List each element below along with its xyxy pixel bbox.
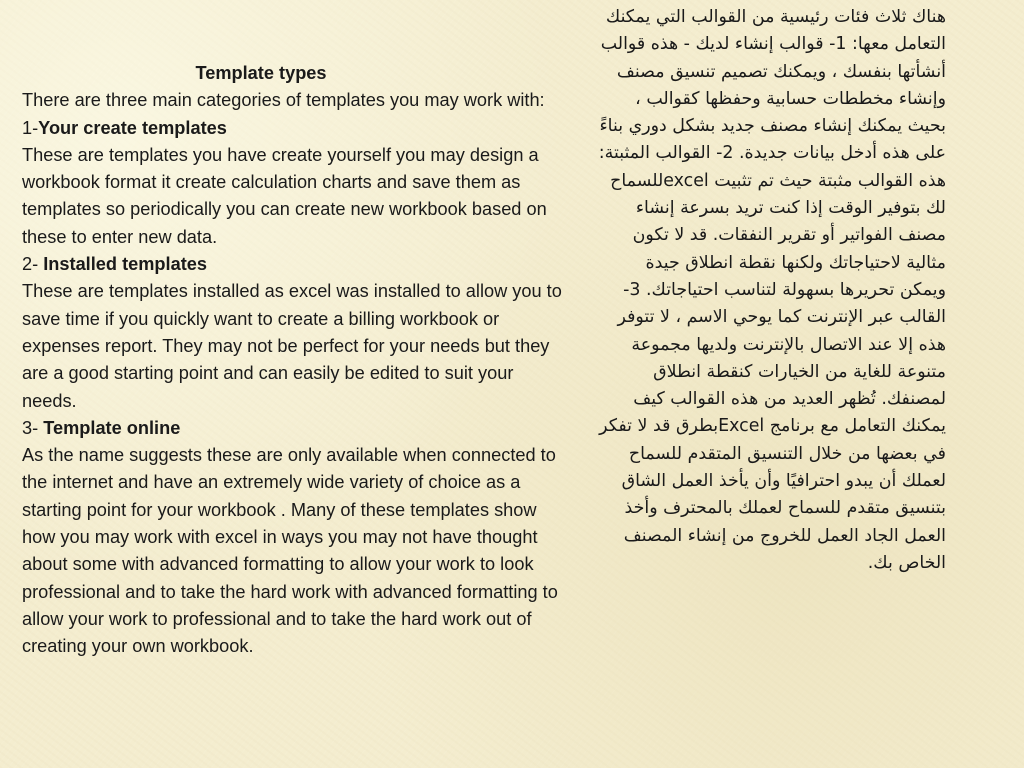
section1-heading: [22, 115, 562, 142]
english-text-block: [22, 60, 562, 661]
section3-body: As the name suggests these are only available when connected to the internet and have an extremely wide variety of choice as a starting point for your workbook . Many of these templates show how you may work with excel in ways you may not have thought about some with advanced formatting to allow your work to look professional and to take the hard work with advanced formatting to allow your work to professional and to take the hard work out of creating your own workbook.: [22, 445, 558, 657]
section1-body: These are templates you have create yourself you may design a workbook format it create calculation charts and save them as templates so periodically you can create new workbook based on these to enter new data.: [22, 144, 547, 247]
section2-number: 2-: [22, 254, 44, 275]
section3-title: Template online: [43, 417, 181, 438]
arabic-paragraph: هناك ثلاث فئات رئيسية من القوالب التي يمكنك التعامل معها: 1- قوالب إنشاء لديك - هذه قوالب أنشأتها بنفسك ، ويمكنك تصميم تنسيق مصنف وإنشاء مخططات حسابية وحفظها كقوالب ، بحيث يمكنك إنشاء مصنف جديد بشكل دوري بناءً على هذه أدخل بيانات جديدة. 2- القوالب المثبتة: هذه القوالب مثبتة حيث تم تثبيت excelللسماح لك بتوفير الوقت إذا كنت تريد بسرعة إنشاء مصنف الفواتير أو تقرير النفقات. قد لا تكون مثالية لاحتياجاتك ولكنها نقطة انطلاق جيدة ويمكن تحريرها بسهولة لتناسب احتياجاتك. 3- القالب عبر الإنترنت كما يوحي الاسم ، لا تتوفر هذه إلا عند الاتصال بالإنترنت ولديها مجموعة متنوعة للغاية من الخيارات كنقطة انطلاق لمصنفك. تُظهر العديد من هذه القوالب كيف يمكنك التعامل مع برنامج Excelبطرق قد لا تفكر في بعضها من خلال التنسيق المتقدم للسماح لعملك أن يبدو احترافيًا وأن يأخذ العمل الشاق بتنسيق متقدم للسماح لعملك بالمحترف وأخذ العمل الجاد العمل للخروج من إنشاء المصنف الخاص بك.: [598, 7, 946, 573]
section3-number: 3-: [22, 417, 44, 438]
section3-heading: [22, 415, 562, 442]
section2-heading: [22, 251, 562, 278]
section2-title: Installed templates: [43, 254, 207, 275]
english-intro: There are three main categories of templates you may work with:: [22, 90, 545, 111]
section1-number: 1-: [22, 117, 39, 138]
section2-body: These are templates installed as excel was installed to allow you to save time if you quickly want to create a billing workbook or expenses report. They may not be perfect for your needs but they are a good starting point and can easily be edited to suit your needs.: [22, 281, 562, 411]
arabic-text-block: [596, 4, 946, 577]
english-title: Template types: [195, 63, 327, 83]
section1-title: Your create templates: [38, 117, 227, 138]
